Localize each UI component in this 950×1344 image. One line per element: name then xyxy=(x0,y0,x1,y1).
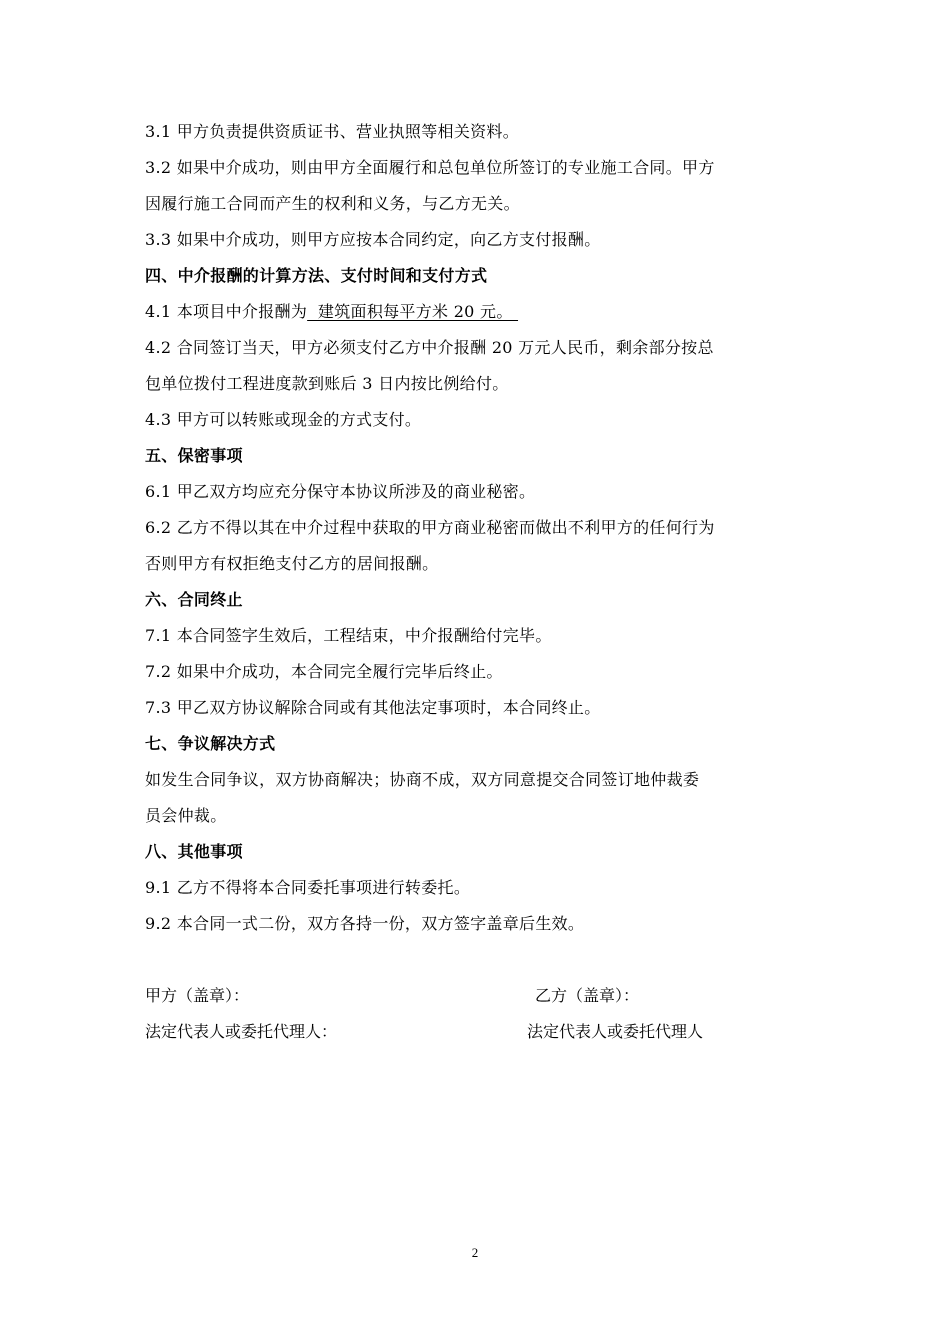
section-heading-5: 五、保密事项 xyxy=(145,446,243,465)
section-heading-6: 六、合同终止 xyxy=(145,590,243,609)
page-number: 2 xyxy=(471,1245,479,1260)
party-a-seal-label: 甲方（盖章）： xyxy=(145,986,250,1005)
clause-4-2-line-1: 4.2 合同签订当天，甲方必须支付乙方中介报酬 20 万元人民币，剩余部分按总 xyxy=(145,338,714,357)
clause-9-2: 9.2 本合同一式二份，双方各持一份，双方签字盖章后生效。 xyxy=(145,914,585,933)
clause-3-1: 3.1 甲方负责提供资质证书、营业执照等相关资料。 xyxy=(145,122,520,141)
seal-row xyxy=(145,978,815,1014)
clause-6-2-line-2: 否则甲方有权拒绝支付乙方的居间报酬。 xyxy=(145,554,439,573)
signature-spacer xyxy=(145,942,815,978)
representative-row xyxy=(145,1014,815,1050)
clause-6-1: 6.1 甲乙双方均应充分保守本协议所涉及的商业秘密。 xyxy=(145,482,536,501)
dispute-clause-line-2: 员会仲裁。 xyxy=(145,806,227,825)
clause-3-3: 3.3 如果中介成功，则甲方应按本合同约定，向乙方支付报酬。 xyxy=(145,230,601,249)
section-heading-8: 八、其他事项 xyxy=(145,842,243,861)
section-heading-4: 四、中介报酬的计算方法、支付时间和支付方式 xyxy=(145,266,488,285)
clause-4-1-prefix: 4.1 本项目中介报酬为 xyxy=(145,302,308,321)
dispute-clause-line-1: 如发生合同争议，双方协商解决；协商不成，双方同意提交合同签订地仲裁委 xyxy=(145,770,700,789)
clause-6-2-line-1: 6.2 乙方不得以其在中介过程中获取的甲方商业秘密而做出不利甲方的任何行为 xyxy=(145,518,715,537)
clause-7-2: 7.2 如果中介成功，本合同完全履行完毕后终止。 xyxy=(145,662,503,681)
party-a-representative-label: 法定代表人或委托代理人： xyxy=(145,1022,338,1041)
clause-7-1: 7.1 本合同签字生效后，工程结束，中介报酬给付完毕。 xyxy=(145,626,552,645)
section-heading-7: 七、争议解决方式 xyxy=(145,734,276,753)
clause-3-2-line-2: 因履行施工合同而产生的权利和义务，与乙方无关。 xyxy=(145,194,520,213)
clause-4-2-line-2: 包单位拨付工程进度款到账后 3 日内按比例给付。 xyxy=(145,374,509,393)
clause-4-1-fee-value: 建筑面积每平方米 20 元。 xyxy=(307,302,519,321)
party-b-seal-label: 乙方（盖章）： xyxy=(535,986,640,1005)
clause-7-3: 7.3 甲乙双方协议解除合同或有其他法定事项时，本合同终止。 xyxy=(145,698,601,717)
clause-9-1: 9.1 乙方不得将本合同委托事项进行转委托。 xyxy=(145,878,471,897)
clause-4-1 xyxy=(145,294,815,330)
clause-4-3: 4.3 甲方可以转账或现金的方式支付。 xyxy=(145,410,422,429)
clause-3-2-line-1: 3.2 如果中介成功，则由甲方全面履行和总包单位所签订的专业施工合同。甲方 xyxy=(145,158,715,177)
party-b-representative-label: 法定代表人或委托代理人 xyxy=(527,1022,704,1041)
document-body xyxy=(145,114,815,1050)
